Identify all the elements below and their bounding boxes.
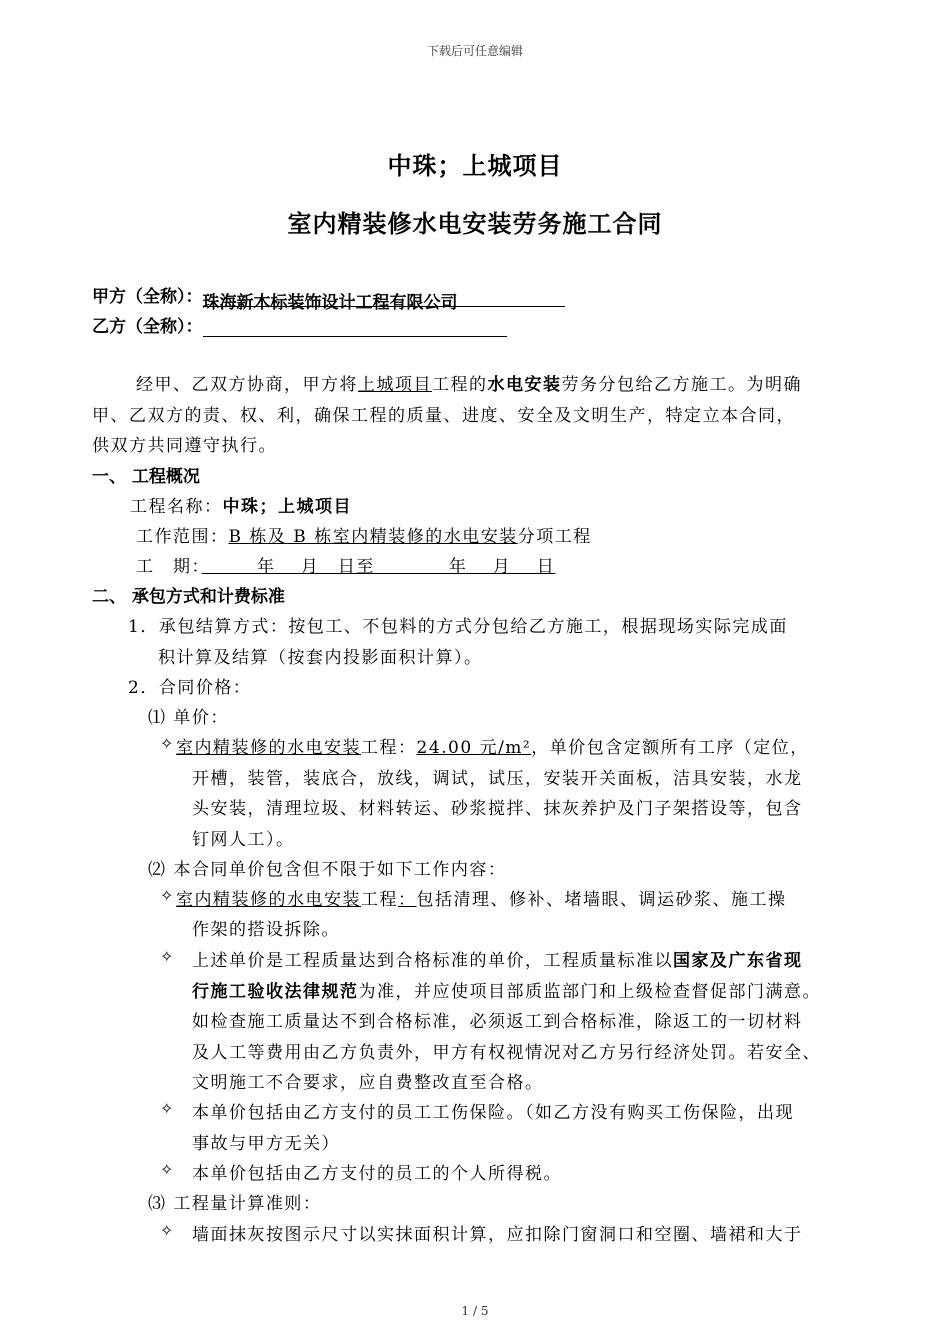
bullet-2-line-1: 室内精装修的水电安装工程：包括清理、修补、堵墙眼、调运砂浆、施工操: [176, 890, 787, 910]
period-value: 年 月 日至 年 月 日: [201, 557, 556, 577]
party-a-label: 甲方（全称）：: [92, 287, 203, 307]
bullet-2-line-2: 作架的搭设拆除。: [192, 920, 340, 940]
bullet-3-line-1: 上述单价是工程质量达到合格标准的单价，工程质量标准以国家及广东省现: [192, 951, 803, 971]
section-1-heading: 一、 工程概况: [92, 467, 200, 487]
party-a-line: [92, 282, 565, 313]
intro-project: 上城项目: [358, 375, 432, 395]
unit-price: 24.00 元/m²: [416, 738, 532, 758]
bullet-icon: ✧: [160, 734, 174, 753]
party-b-label: 乙方（全称）：: [92, 317, 203, 337]
section-2-heading: 二、 承包方式和计费标准: [92, 587, 285, 607]
sub-3: ⑶ 工程量计算准则：: [148, 1194, 322, 1214]
party-b-line: [92, 312, 507, 337]
item-1-line-2: 积计算及结算（按套内投影面积计算）。: [158, 648, 483, 668]
title-contract: 室内精装修水电安装劳务施工合同: [287, 210, 663, 238]
period-line: 工 期： 年 月 日至 年 月 日: [136, 557, 556, 577]
title-project: 中珠；上城项目: [387, 152, 563, 180]
bullet-icon: ✧: [160, 1099, 174, 1118]
bullet-3-line-5: 文明施工不合要求，应自费整改直至合格。: [192, 1073, 544, 1093]
sub-2: ⑵ 本合同单价包含但不限于如下工作内容：: [148, 860, 507, 880]
intro-line-2: 甲、乙双方的责、权、利，确保工程的质量、进度、安全及文明生产，特定立本合同，: [92, 406, 795, 426]
work-scope-value: B 栋及 B 栋室内精装修的水电安装: [228, 527, 518, 547]
bullet-1-line-1: 室内精装修的水电安装工程：24.00 元/m²，单价包含定额所有工序（定位，: [176, 738, 809, 758]
bullet-3-line-3: 如检查施工质量达不到合格标准，必须返工到合格标准，除返工的一切材料: [192, 1012, 803, 1032]
sub-1: ⑴ 单价：: [148, 708, 229, 728]
bullet-icon: ✧: [160, 886, 174, 905]
item-2: 2．合同价格：: [128, 678, 252, 698]
bullet-5: 本单价包括由乙方支付的员工的个人所得税。: [192, 1164, 562, 1184]
project-name-value: 中珠；上城项目: [222, 497, 352, 517]
standard-emphasis: 国家及广东省现: [673, 951, 803, 971]
bullet-3-line-4: 及人工等费用由乙方负责外，甲方有权视情况对乙方另行经济处罚。若安全、: [192, 1043, 821, 1063]
party-a-value: 珠海新木标装饰设计工程有限公司: [203, 288, 565, 307]
project-name-line: 工程名称：中珠；上城项目: [130, 497, 352, 517]
bullet-6-line-1: 墙面抹灰按图示尺寸以实抹面积计算，应扣除门窗洞口和空圈、墙裙和大于: [192, 1225, 803, 1245]
party-b-blank: [203, 318, 507, 337]
bullet-1-line-3: 头安装，清理垃圾、材料转运、砂浆搅拌、抹灰养护及门子架搭设等，包含: [192, 799, 803, 819]
bullet-icon: ✧: [160, 1160, 174, 1179]
bullet-icon: ✧: [160, 1221, 174, 1240]
intro-line-1: 经甲、乙双方协商，甲方将上城项目工程的水电安装劳务分包给乙方施工。为明确: [136, 375, 802, 395]
intro-scope: 水电安装: [487, 375, 562, 395]
bullet-3-line-2: 行施工验收法律规范为准，并应使项目部质监部门和上级检查督促部门满意。: [192, 982, 821, 1002]
work-scope-line: 工作范围：B 栋及 B 栋室内精装修的水电安装分项工程: [136, 527, 592, 547]
bullet-icon: ✧: [160, 947, 174, 966]
page-number: 1 / 5: [461, 1304, 489, 1318]
bullet-4-line-2: 事故与甲方无关）: [192, 1134, 340, 1154]
intro-line-3: 供双方共同遵守执行。: [92, 436, 277, 456]
item-1-line-1: 1．承包结算方式：按包工、不包料的方式分包给乙方施工，根据现场实际完成面: [128, 617, 788, 637]
header-note: 下载后可任意编辑: [426, 44, 523, 58]
bullet-1-line-2: 开槽，装管，装底合，放线，调试，试压，安装开关面板，洁具安装，水龙: [192, 769, 803, 789]
bullet-4-line-1: 本单价包括由乙方支付的员工工伤保险。（如乙方没有购买工伤保险，出现: [192, 1103, 794, 1123]
bullet-1-line-4: 钉网人工）。: [192, 830, 295, 850]
